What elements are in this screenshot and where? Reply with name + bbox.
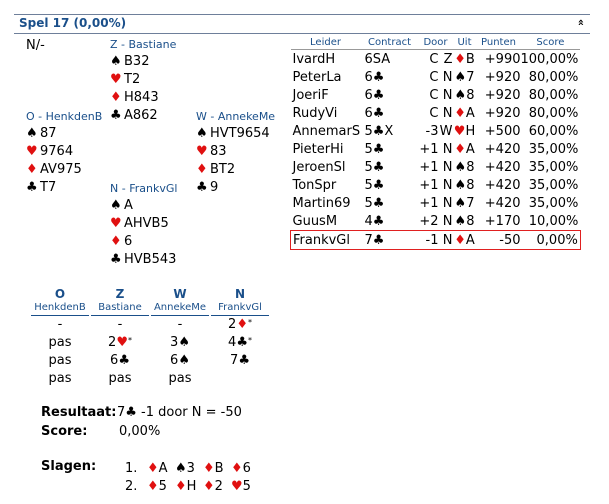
points-cell: +420: [484, 141, 521, 157]
diamond-icon: ♦: [203, 479, 215, 494]
card-rank: B: [214, 461, 224, 476]
bidding-seat-N: N: [234, 287, 246, 301]
bid-call: 7♣: [230, 353, 250, 368]
lead-cell: [453, 231, 477, 250]
bidding-seat-O: O: [54, 287, 66, 301]
door-cell: [419, 176, 453, 194]
bid-call: 2♦*: [228, 317, 252, 332]
bidding-player-name: FrankvGl: [218, 302, 262, 313]
points-cell: +920: [484, 87, 521, 103]
results-row[interactable]: [291, 140, 581, 158]
declarer-seat: N: [442, 177, 453, 193]
leader-cell: PieterHi: [292, 141, 344, 157]
contract-cell: 4♣: [364, 213, 385, 229]
hearts-holding: 9764: [40, 144, 74, 159]
declarer-seat: Z: [443, 51, 453, 67]
results-row[interactable]: [291, 176, 581, 194]
points-cell: +920: [484, 69, 521, 85]
contract-cell: 5♣: [364, 195, 385, 211]
results-row[interactable]: [291, 212, 581, 231]
hand-label: O - HenkdenB: [26, 110, 103, 123]
points-cell: +500: [484, 123, 521, 139]
points-cell: +990: [484, 51, 521, 67]
heart-icon: ♥: [26, 144, 38, 159]
bid-call: -: [177, 317, 183, 332]
door-cell: [419, 140, 453, 158]
lead-cell: [453, 176, 477, 194]
results-row[interactable]: [291, 231, 581, 250]
points-cell: +420: [484, 195, 521, 211]
spade-icon: ♠: [454, 159, 467, 175]
bid-call: pas: [48, 371, 72, 386]
card-rank: 5: [242, 479, 251, 494]
results-row[interactable]: [291, 50, 581, 69]
contract-cell: 5♣: [364, 177, 385, 193]
score-value: 0,00%: [119, 424, 161, 439]
result-cell: +1: [419, 177, 439, 193]
club-icon: ♣: [110, 108, 122, 123]
club-icon: ♣: [196, 180, 208, 195]
door-cell: [419, 50, 453, 69]
card-rank: A: [158, 461, 168, 476]
hand-north: [110, 181, 177, 269]
diamonds-holding: AV975: [40, 162, 82, 177]
result-line: [41, 405, 242, 420]
tricks-label: Slagen:: [41, 459, 97, 474]
score-cell: 10,00%: [528, 213, 579, 229]
lead-cell: [453, 86, 477, 104]
lead-cell: [453, 104, 477, 122]
diamond-icon: ♦: [110, 234, 122, 249]
clubs-holding: HVB543: [124, 252, 177, 267]
diamond-icon: ♦: [175, 479, 187, 494]
points-cell: +170: [484, 213, 521, 229]
card-rank: 5: [158, 479, 167, 494]
contract-cell: 5♣: [364, 141, 385, 157]
declarer-seat: N: [442, 195, 453, 211]
bid-call: 4♣*: [228, 335, 252, 350]
card-rank: 6: [242, 461, 251, 476]
results-header-row: [291, 36, 581, 50]
lead-cell: [453, 122, 477, 140]
diamond-icon: ♦: [147, 479, 159, 494]
diamond-icon: ♦: [203, 461, 215, 476]
clubs-holding: A862: [124, 108, 158, 123]
results-row[interactable]: [291, 194, 581, 212]
spades-holding: 87: [40, 126, 57, 141]
diamonds-holding: BT2: [210, 162, 236, 177]
vulnerability: N/-: [26, 38, 45, 53]
lead-card: 7: [466, 195, 475, 211]
score-cell: 60,00%: [528, 123, 579, 139]
result-cell: +1: [419, 141, 439, 157]
result-label: Resultaat:: [41, 405, 117, 420]
score-line: [41, 424, 160, 439]
diamond-icon: ♦: [236, 317, 248, 332]
leader-cell: JoeriF: [292, 87, 329, 103]
door-cell: [419, 158, 453, 176]
spade-icon: ♠: [178, 353, 190, 368]
lead-card: A: [465, 105, 475, 121]
lead-card: 8: [466, 177, 475, 193]
leader-cell: AnnemarS: [292, 123, 361, 139]
spade-icon: ♠: [454, 213, 467, 229]
spade-icon: ♠: [454, 177, 467, 193]
contract-cell: 6♣: [364, 69, 385, 85]
results-row[interactable]: [291, 86, 581, 104]
door-cell: [419, 122, 453, 140]
collapse-icon[interactable]: »: [573, 18, 587, 27]
club-icon: ♣: [110, 252, 122, 267]
trick-card: [147, 479, 167, 494]
result-cell: +2: [419, 213, 439, 229]
declarer-seat: N: [442, 105, 453, 121]
door-cell: [419, 194, 453, 212]
spade-icon: ♠: [454, 195, 467, 211]
bidding-player-name: HenkdenB: [34, 302, 86, 313]
score-label: Score:: [41, 424, 88, 439]
heart-icon: ♥: [116, 335, 128, 350]
hand-west: [196, 109, 275, 197]
result-value: 7♣ -1 door N = -50: [117, 405, 242, 420]
club-icon: ♣: [236, 335, 248, 350]
leader-cell: RudyVi: [292, 105, 338, 121]
bid-call: pas: [48, 353, 72, 368]
score-cell: 80,00%: [528, 105, 579, 121]
lead-card: 8: [466, 87, 475, 103]
bid-call: 3♠: [170, 335, 190, 350]
score-cell: 35,00%: [528, 141, 579, 157]
clubs-holding: T7: [40, 180, 57, 195]
score-cell: 35,00%: [528, 177, 579, 193]
spades-holding: HVT9654: [210, 126, 270, 141]
lead-card: H: [465, 123, 476, 139]
spade-icon: ♠: [110, 198, 122, 213]
hand-label: W - AnnekeMe: [196, 110, 276, 123]
bid-call: 6♠: [170, 353, 190, 368]
diamonds-holding: 6: [124, 234, 133, 249]
score-cell: 100,00%: [520, 51, 579, 67]
points-cell: +420: [484, 177, 521, 193]
declarer-seat: N: [442, 213, 453, 229]
result-cell: C: [429, 87, 439, 103]
hand-label: Z - Bastiane: [110, 38, 177, 51]
lead-card: B: [465, 51, 475, 67]
card-rank: 2: [214, 479, 223, 494]
spade-icon: ♠: [110, 54, 122, 69]
score-cell: 35,00%: [528, 159, 579, 175]
heart-icon: ♥: [196, 144, 208, 159]
points-cell: +920: [484, 105, 521, 121]
col-punten: Punten: [477, 36, 521, 50]
hand-label: N - FrankvGl: [110, 182, 178, 195]
diamond-icon: ♦: [196, 162, 208, 177]
diamond-icon: ♦: [454, 105, 466, 121]
lead-card: 8: [466, 213, 475, 229]
deal-title-bar: [14, 14, 590, 34]
spade-icon: ♠: [196, 126, 208, 141]
col-leider: Leider: [291, 36, 361, 50]
diamond-icon: ♦: [147, 461, 159, 476]
diamond-icon: ♦: [110, 90, 122, 105]
diamond-icon: ♦: [26, 162, 38, 177]
results-row[interactable]: [291, 104, 581, 122]
lead-card: 7: [466, 69, 475, 85]
clubs-holding: 9: [210, 180, 219, 195]
contract-cell: 7♣: [361, 231, 419, 250]
contract-cell: 6♣: [364, 105, 385, 121]
diamond-icon: ♦: [454, 51, 466, 67]
trick-card: [147, 461, 168, 476]
lead-cell: [453, 158, 477, 176]
declarer-seat: N: [442, 87, 453, 103]
col-uit: Uit: [453, 36, 477, 50]
result-cell: C: [429, 69, 439, 85]
diamond-icon: ♦: [454, 141, 466, 157]
diamond-icon: ♦: [454, 232, 466, 248]
points-cell: +420: [484, 159, 521, 175]
leader-cell: TonSpr: [292, 177, 337, 193]
door-cell: [419, 212, 453, 231]
declarer-seat: N: [442, 141, 453, 157]
lead-card: 8: [466, 159, 475, 175]
door-cell: [419, 68, 453, 86]
heart-icon: ♥: [453, 123, 466, 139]
alert-mark: *: [247, 336, 252, 345]
trick-number: 2.: [125, 479, 138, 494]
result-cell: -3: [425, 123, 439, 139]
declarer-seat: W: [439, 123, 453, 139]
hand-east: [26, 109, 102, 197]
bidding-seat-Z: Z: [115, 287, 125, 301]
spade-icon: ♠: [26, 126, 38, 141]
results-row[interactable]: [291, 122, 581, 140]
score-cell: 35,00%: [528, 195, 579, 211]
hearts-holding: 83: [210, 144, 227, 159]
spade-icon: ♠: [178, 335, 190, 350]
card-rank: 3: [186, 461, 195, 476]
result-cell: +1: [419, 195, 439, 211]
contract-cell: 6♣: [364, 87, 385, 103]
lead-card: A: [465, 232, 475, 248]
leader-cell: Martin69: [292, 195, 351, 211]
lead-cell: [453, 194, 477, 212]
bid-call: pas: [168, 371, 192, 386]
club-icon: ♣: [26, 180, 38, 195]
trick-number: 1.: [125, 461, 138, 476]
bidding-player-name: Bastiane: [98, 302, 142, 313]
heart-icon: ♥: [110, 216, 122, 231]
spade-icon: ♠: [454, 87, 467, 103]
hearts-holding: AHVB5: [124, 216, 169, 231]
result-cell: +1: [419, 159, 439, 175]
bid-call: pas: [48, 335, 72, 350]
spade-icon: ♠: [175, 461, 187, 476]
club-icon: ♣: [238, 353, 250, 368]
bidding-seat-W: W: [173, 287, 187, 301]
declarer-seat: N: [442, 232, 453, 248]
result-cell: C: [429, 51, 439, 67]
col-door: Door: [419, 36, 453, 50]
result-cell: C: [429, 105, 439, 121]
bid-call: -: [57, 317, 63, 332]
heart-icon: ♥: [110, 72, 122, 87]
contract-cell: 5♣X: [364, 123, 394, 139]
deal-title: Spel 17 (0,00%): [19, 16, 127, 30]
contract-cell: 6SA: [364, 51, 391, 67]
spade-icon: ♠: [454, 69, 467, 85]
points-cell: -50: [477, 231, 521, 250]
bid-call: 6♣: [110, 353, 130, 368]
lead-cell: [453, 68, 477, 86]
lead-cell: [453, 50, 477, 69]
hearts-holding: T2: [124, 72, 141, 87]
score-cell: 80,00%: [528, 69, 579, 85]
bid-call: 2♥*: [108, 335, 132, 350]
bidding-player-name: AnnekeMe: [153, 302, 207, 313]
door-cell: [419, 231, 453, 250]
leader-cell: GuusM: [292, 213, 338, 229]
lead-card: A: [465, 141, 475, 157]
door-cell: [419, 104, 453, 122]
trick-card: [231, 479, 251, 494]
spades-holding: A: [124, 198, 133, 213]
leader-cell: IvardH: [292, 51, 336, 67]
score-cell: 0,00%: [521, 231, 581, 250]
hand-south: [110, 37, 176, 125]
bid-call: -: [117, 317, 123, 332]
diamond-icon: ♦: [231, 461, 243, 476]
leader-cell: JeroenSl: [292, 159, 346, 175]
diamonds-holding: H843: [124, 90, 159, 105]
leader-cell: PeterLa: [292, 69, 342, 85]
results-row[interactable]: [291, 158, 581, 176]
trick-card: [175, 461, 195, 476]
trick-card: [231, 461, 251, 476]
lead-cell: [453, 140, 477, 158]
bid-call: pas: [108, 371, 132, 386]
club-icon: ♣: [118, 353, 130, 368]
spades-holding: B32: [124, 54, 150, 69]
col-score: Score: [521, 36, 581, 50]
door-cell: [419, 86, 453, 104]
lead-cell: [453, 212, 477, 231]
results-table: [290, 36, 581, 250]
score-cell: 80,00%: [528, 87, 579, 103]
trick-card: [203, 461, 224, 476]
heart-icon: ♥: [231, 479, 243, 494]
declarer-seat: N: [442, 69, 453, 85]
alert-mark: *: [247, 318, 252, 327]
leader-cell: FrankvGl: [291, 231, 361, 250]
contract-cell: 5♣: [364, 159, 385, 175]
trick-card: [203, 479, 223, 494]
trick-card: [175, 479, 196, 494]
declarer-seat: N: [442, 159, 453, 175]
alert-mark: *: [127, 336, 132, 345]
results-row[interactable]: [291, 68, 581, 86]
card-rank: H: [186, 479, 197, 494]
col-contract: Contract: [361, 36, 419, 50]
result-cell: -1: [425, 232, 439, 248]
results-body: [291, 50, 581, 250]
